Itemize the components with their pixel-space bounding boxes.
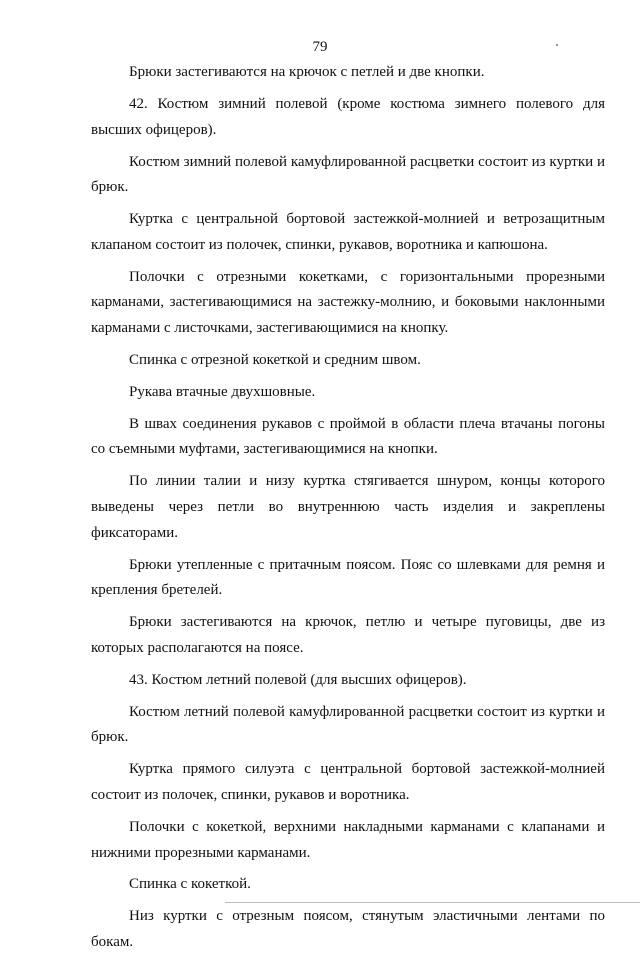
paragraph: В швах соединения рукавов с проймой в области плеча втачаны погоны со съемными муфтами, застегивающимися на кнопки. [91, 415, 605, 458]
paragraph: Куртка с центральной бортовой застежкой-молнией и ветрозащитным клапаном состоит из полочек, спинки, рукавов, воротника и капюшона. [91, 211, 605, 253]
paragraph: Рукава втачные двухшовные. [129, 383, 316, 400]
paragraph: Костюм зимний полевой камуфлированной расцветки состоит из куртки и брюк. [91, 153, 605, 196]
page-number: 79 [312, 39, 328, 55]
paragraph: Брюки застегиваются на крючок с петлей и две кнопки. [129, 64, 485, 80]
paragraph: Брюки утепленные с притачным поясом. Пояс со шлевками для ремня и крепления бретелей. [91, 556, 605, 599]
paragraph: Полочки с кокеткой, верхними накладными карманами с клапанами и нижними прорезными карманами. [91, 818, 605, 861]
paragraph: Полочки с отрезными кокетками, с горизонтальными прорезными карманами, застегивающимися на застежку-молнию, и боковыми наклонными карманами с листочками, застегивающимися на кнопку. [91, 268, 605, 336]
scan-edge-line [225, 902, 640, 903]
paragraph: Спинка с отрезной кокеткой и средним швом. [129, 351, 421, 368]
paragraph: Брюки застегиваются на крючок, петлю и четыре пуговицы, две из которых располагаются на поясе. [91, 614, 605, 656]
paragraph: Костюм летний полевой камуфлированной расцветки состоит из куртки и брюк. [91, 703, 605, 746]
document-body [91, 60, 605, 962]
paragraph: Спинка с кокеткой. [129, 876, 251, 893]
paragraph: Низ куртки с отрезным поясом, стянутым эластичными лентами по бокам. [91, 908, 605, 951]
paragraph: По линии талии и низу куртка стягивается шнуром, концы которого выведены через петли во внутреннюю часть изделия и закреплены фиксаторами. [91, 473, 605, 541]
paragraph-heading: 43. Костюм летний полевой (для высших офицеров). [129, 671, 467, 688]
paragraph-heading: 42. Костюм зимний полевой (кроме костюма зимнего полевого для высших офицеров). [91, 95, 605, 138]
paragraph: Куртка прямого силуэта с центральной бортовой застежкой-молнией состоит из полочек, спинки, рукавов и воротника. [91, 761, 605, 803]
